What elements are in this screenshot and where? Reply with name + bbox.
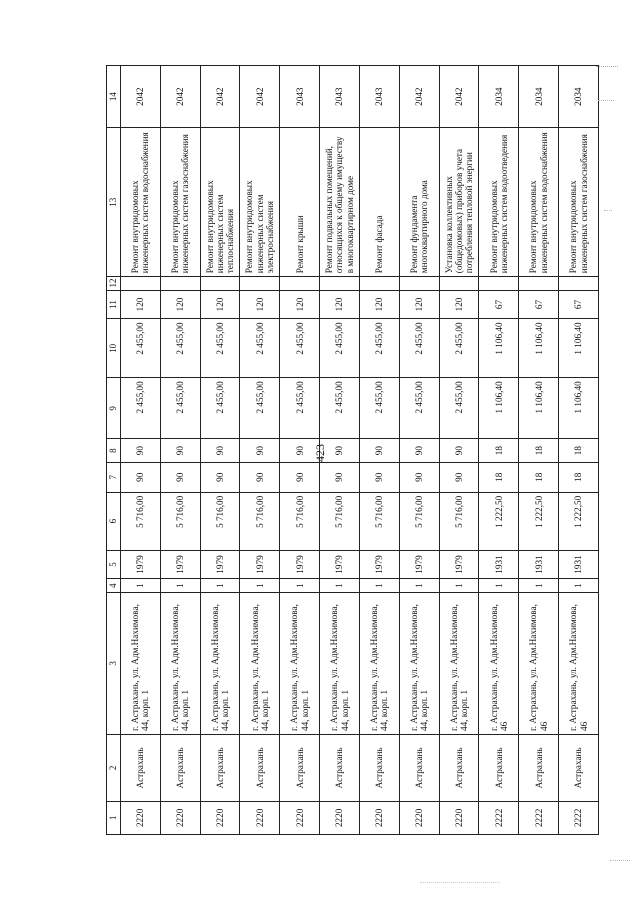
- table-cell: 5 716,00: [160, 492, 200, 550]
- table-cell: 2 455,00: [320, 378, 360, 439]
- table-cell: Ремонт внутридомовых инженерных систем газоснабжения: [160, 128, 200, 277]
- table-cell: 1979: [240, 550, 280, 579]
- table-cell: 1: [320, 579, 360, 592]
- table-cell: Астрахань: [559, 735, 599, 802]
- table-row: [200, 66, 240, 835]
- table-cell: Астрахань: [479, 735, 519, 802]
- table-cell: 2043: [359, 66, 399, 128]
- rotated-table-wrapper: [106, 65, 599, 835]
- table-cell: Астрахань: [160, 735, 200, 802]
- table-cell: Астрахань: [200, 735, 240, 802]
- table-cell: [399, 277, 439, 290]
- table-cell: 5 716,00: [280, 492, 320, 550]
- table-row: [359, 66, 399, 835]
- table-cell: 5 716,00: [399, 492, 439, 550]
- table-cell: [280, 277, 320, 290]
- table-cell: 1: [479, 579, 519, 592]
- scan-artifact: [610, 860, 630, 862]
- table-cell: 2 455,00: [280, 378, 320, 439]
- table-cell: 2 455,00: [439, 319, 479, 378]
- table-cell: 1 106,40: [479, 319, 519, 378]
- table-cell: [359, 277, 399, 290]
- table-cell: 1931: [519, 550, 559, 579]
- column-header-2: 2: [107, 735, 121, 802]
- scan-artifact: [598, 100, 614, 102]
- table-cell: Астрахань: [399, 735, 439, 802]
- table-cell: 2220: [280, 801, 320, 834]
- table-cell: 2034: [559, 66, 599, 128]
- table-row: [160, 66, 200, 835]
- table-cell: 18: [479, 462, 519, 492]
- table-cell: г. Астрахань, ул. Адм.Нахимова, 46: [479, 592, 519, 734]
- table-cell: 120: [280, 290, 320, 319]
- table-cell: Астрахань: [439, 735, 479, 802]
- table-cell: 18: [559, 462, 599, 492]
- table-cell: 90: [200, 462, 240, 492]
- table-cell: 5 716,00: [200, 492, 240, 550]
- table-cell: 5 716,00: [121, 492, 161, 550]
- table-cell: 120: [439, 290, 479, 319]
- table-cell: 2034: [479, 66, 519, 128]
- table-cell: 5 716,00: [359, 492, 399, 550]
- table-cell: 2 455,00: [280, 319, 320, 378]
- table-cell: 2 455,00: [200, 319, 240, 378]
- table-cell: 2220: [399, 801, 439, 834]
- header-row: [107, 66, 121, 835]
- table-cell: 2 455,00: [399, 378, 439, 439]
- column-header-4: 4: [107, 579, 121, 592]
- table-cell: [200, 277, 240, 290]
- table-cell: 1: [200, 579, 240, 592]
- table-cell: [160, 277, 200, 290]
- table-cell: 90: [359, 462, 399, 492]
- column-header-7: 7: [107, 462, 121, 492]
- table-cell: Астрахань: [519, 735, 559, 802]
- table-cell: г. Астрахань, ул. Адм.Нахимова, 44, корп. 1: [200, 592, 240, 734]
- table-row: [559, 66, 599, 835]
- column-header-11: 11: [107, 290, 121, 319]
- table-cell: 90: [399, 439, 439, 462]
- table-cell: 1 222,50: [519, 492, 559, 550]
- table-row: [439, 66, 479, 835]
- table-cell: 2220: [240, 801, 280, 834]
- table-cell: Ремонт крыши: [280, 128, 320, 277]
- column-header-10: 10: [107, 319, 121, 378]
- table-cell: 1979: [121, 550, 161, 579]
- table-cell: Астрахань: [320, 735, 360, 802]
- table-cell: 1979: [399, 550, 439, 579]
- table-cell: 1979: [359, 550, 399, 579]
- table-cell: 2042: [240, 66, 280, 128]
- table-row: [121, 66, 161, 835]
- table-cell: 1 222,50: [559, 492, 599, 550]
- table-cell: г. Астрахань, ул. Адм.Нахимова, 44, корп. 1: [399, 592, 439, 734]
- table-cell: [519, 277, 559, 290]
- table-cell: [559, 277, 599, 290]
- table-cell: 1: [559, 579, 599, 592]
- table-cell: 2034: [519, 66, 559, 128]
- table-cell: 1: [439, 579, 479, 592]
- table-cell: [439, 277, 479, 290]
- table-cell: 90: [200, 439, 240, 462]
- table-cell: 90: [359, 439, 399, 462]
- table-cell: 67: [479, 290, 519, 319]
- table-cell: 90: [399, 462, 439, 492]
- table-cell: 120: [359, 290, 399, 319]
- table-cell: 90: [160, 439, 200, 462]
- table-cell: 90: [121, 439, 161, 462]
- column-header-8: 8: [107, 439, 121, 462]
- table-cell: г. Астрахань, ул. Адм.Нахимова, 44, корп. 1: [439, 592, 479, 734]
- table-cell: 5 716,00: [240, 492, 280, 550]
- column-header-13: 13: [107, 128, 121, 277]
- table-cell: [121, 277, 161, 290]
- table-cell: 2220: [121, 801, 161, 834]
- table-cell: 2 455,00: [399, 319, 439, 378]
- scan-artifact: [420, 882, 500, 884]
- table-cell: Ремонт внутридомовых инженерных систем водоотведения: [479, 128, 519, 277]
- table-cell: 1: [399, 579, 439, 592]
- table-cell: г. Астрахань, ул. Адм.Нахимова, 44, корп. 1: [359, 592, 399, 734]
- table-cell: 2042: [200, 66, 240, 128]
- table-cell: 5 716,00: [320, 492, 360, 550]
- table-cell: [240, 277, 280, 290]
- table-cell: 2222: [519, 801, 559, 834]
- table-cell: Ремонт внутридомовых инженерных систем газоснабжения: [559, 128, 599, 277]
- table-cell: г. Астрахань, ул. Адм.Нахимова, 46: [559, 592, 599, 734]
- table-cell: Ремонт внутридомовых инженерных систем теплоснабжения: [200, 128, 240, 277]
- table-cell: 2043: [280, 66, 320, 128]
- table-cell: 2220: [439, 801, 479, 834]
- table-cell: 1979: [160, 550, 200, 579]
- table-cell: 1979: [439, 550, 479, 579]
- table-row: [399, 66, 439, 835]
- table-cell: 90: [280, 439, 320, 462]
- table-cell: 1 106,40: [559, 319, 599, 378]
- column-header-5: 5: [107, 550, 121, 579]
- table-cell: 1 106,40: [479, 378, 519, 439]
- table-cell: 1: [519, 579, 559, 592]
- table-cell: 120: [160, 290, 200, 319]
- column-header-1: 1: [107, 801, 121, 834]
- table-cell: 2 455,00: [121, 319, 161, 378]
- table-cell: 2 455,00: [200, 378, 240, 439]
- table-cell: 1: [280, 579, 320, 592]
- table-cell: 2 455,00: [240, 319, 280, 378]
- table-cell: Астрахань: [240, 735, 280, 802]
- table-cell: 1: [240, 579, 280, 592]
- table-cell: 1979: [200, 550, 240, 579]
- table-cell: 1 106,40: [519, 319, 559, 378]
- table-row: [280, 66, 320, 835]
- table-body: [121, 66, 599, 835]
- table-row: [320, 66, 360, 835]
- table-cell: 2 455,00: [320, 319, 360, 378]
- registry-table: [106, 65, 599, 835]
- column-header-3: 3: [107, 592, 121, 734]
- table-cell: 1979: [280, 550, 320, 579]
- table-cell: 90: [439, 462, 479, 492]
- table-cell: 90: [240, 439, 280, 462]
- table-cell: 90: [160, 462, 200, 492]
- scan-artifact: [596, 66, 618, 68]
- table-cell: Ремонт фасада: [359, 128, 399, 277]
- table-cell: 90: [121, 462, 161, 492]
- table-cell: [479, 277, 519, 290]
- column-header-14: 14: [107, 66, 121, 128]
- table-cell: 2222: [479, 801, 519, 834]
- table-cell: 1 222,50: [479, 492, 519, 550]
- table-cell: Астрахань: [280, 735, 320, 802]
- table-cell: 2042: [399, 66, 439, 128]
- table-cell: г. Астрахань, ул. Адм.Нахимова, 44, корп. 1: [320, 592, 360, 734]
- table-cell: Установка коллективных (общедомовых) приборов учета потребления тепловой энергии: [439, 128, 479, 277]
- table-cell: 120: [399, 290, 439, 319]
- table-cell: 90: [280, 462, 320, 492]
- table-cell: 2222: [559, 801, 599, 834]
- table-cell: Ремонт внутридомовых инженерных систем электроснабжения: [240, 128, 280, 277]
- table-cell: 67: [519, 290, 559, 319]
- table-cell: 90: [320, 462, 360, 492]
- table-cell: 2220: [160, 801, 200, 834]
- table-cell: 1: [121, 579, 161, 592]
- table-cell: 1 106,40: [519, 378, 559, 439]
- table-cell: Ремонт фундамента многоквартирного дома: [399, 128, 439, 277]
- table-cell: [320, 277, 360, 290]
- table-cell: Астрахань: [121, 735, 161, 802]
- table-cell: 2042: [160, 66, 200, 128]
- table-row: [519, 66, 559, 835]
- table-cell: 1931: [559, 550, 599, 579]
- table-cell: г. Астрахань, ул. Адм.Нахимова, 44, корп. 1: [280, 592, 320, 734]
- table-cell: 90: [240, 462, 280, 492]
- table-cell: Ремонт подвальных помещений, относящихся к общему имуществу в многоквартирном доме: [320, 128, 360, 277]
- table-cell: 18: [519, 462, 559, 492]
- table-row: [240, 66, 280, 835]
- table-cell: 90: [439, 439, 479, 462]
- table-row: [479, 66, 519, 835]
- table-cell: 2 455,00: [359, 319, 399, 378]
- table-cell: 1: [359, 579, 399, 592]
- table-cell: 2 455,00: [240, 378, 280, 439]
- table-cell: г. Астрахань, ул. Адм.Нахимова, 44, корп. 1: [160, 592, 200, 734]
- table-cell: 2 455,00: [439, 378, 479, 439]
- table-cell: 120: [200, 290, 240, 319]
- table-cell: Ремонт внутридомовых инженерных систем водоснабжения: [519, 128, 559, 277]
- table-cell: 2 455,00: [160, 378, 200, 439]
- table-cell: 1 106,40: [559, 378, 599, 439]
- table-cell: 2 455,00: [359, 378, 399, 439]
- table-cell: Ремонт внутридомовых инженерных систем водоснабжения: [121, 128, 161, 277]
- table-cell: 2042: [121, 66, 161, 128]
- table-cell: 90: [320, 439, 360, 462]
- table-cell: 120: [121, 290, 161, 319]
- table-cell: 120: [320, 290, 360, 319]
- table-cell: 5 716,00: [439, 492, 479, 550]
- table-cell: 67: [559, 290, 599, 319]
- column-header-12: 12: [107, 277, 121, 290]
- table-cell: 2 455,00: [121, 378, 161, 439]
- column-header-6: 6: [107, 492, 121, 550]
- table-cell: 18: [519, 439, 559, 462]
- table-cell: Астрахань: [359, 735, 399, 802]
- table-cell: г. Астрахань, ул. Адм.Нахимова, 44, корп. 1: [240, 592, 280, 734]
- table-cell: 120: [240, 290, 280, 319]
- table-cell: г. Астрахань, ул. Адм.Нахимова, 46: [519, 592, 559, 734]
- table-cell: 2 455,00: [160, 319, 200, 378]
- table-cell: 2220: [320, 801, 360, 834]
- table-cell: 2220: [359, 801, 399, 834]
- table-cell: 2220: [200, 801, 240, 834]
- table-cell: 18: [559, 439, 599, 462]
- scan-artifact: [604, 210, 612, 212]
- table-cell: 18: [479, 439, 519, 462]
- table-cell: 2043: [320, 66, 360, 128]
- table-cell: 1931: [479, 550, 519, 579]
- table-cell: г. Астрахань, ул. Адм.Нахимова, 44, корп. 1: [121, 592, 161, 734]
- table-cell: 1: [160, 579, 200, 592]
- column-header-9: 9: [107, 378, 121, 439]
- table-cell: 1979: [320, 550, 360, 579]
- page-number: 423: [313, 444, 327, 462]
- table-cell: 2042: [439, 66, 479, 128]
